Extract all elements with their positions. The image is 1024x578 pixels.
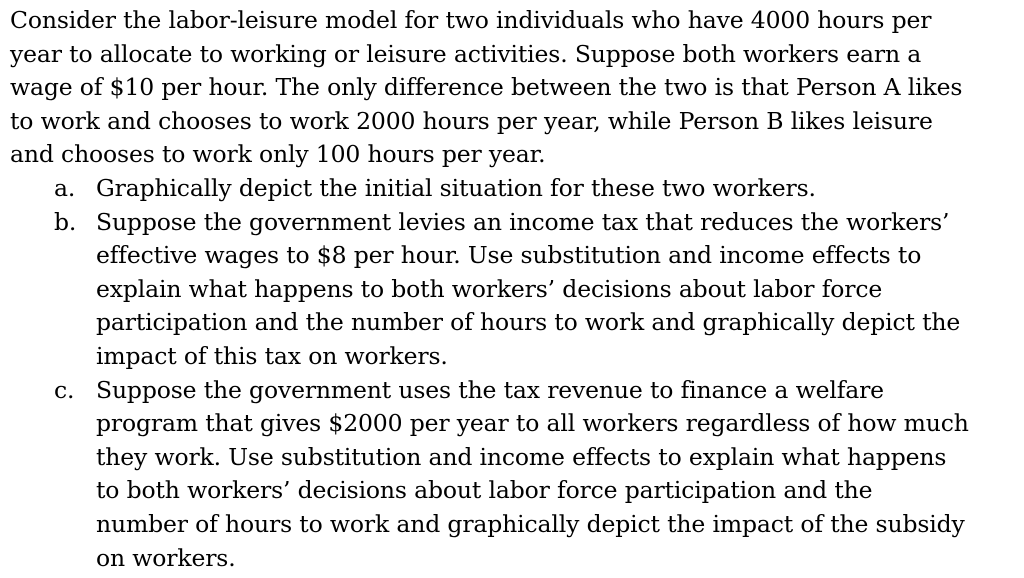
part-line: number of hours to work and graphically depict the impact of the subsidy (96, 509, 965, 538)
question-part-c (10, 374, 1018, 576)
part-line: Suppose the government uses the tax revenue to finance a welfare (96, 375, 884, 404)
intro-line: to work and chooses to work 2000 hours per year, while Person B likes leisure (10, 106, 933, 135)
intro-line: wage of $10 per hour. The only difference between the two is that Person A likes (10, 73, 963, 102)
part-line: effective wages to $8 per hour. Use substitution and income effects to (96, 241, 922, 270)
part-marker: b. (54, 207, 77, 236)
part-line: to both workers’ decisions about labor force participation and the (96, 476, 873, 505)
document-body (10, 4, 1018, 575)
part-line: Suppose the government levies an income tax that reduces the workers’ (96, 207, 950, 236)
part-line: participation and the number of hours to work and graphically depict the (96, 308, 961, 337)
part-line: on workers. (96, 543, 236, 572)
part-marker: c. (54, 375, 75, 404)
part-line: program that gives $2000 per year to all workers regardless of how much (96, 409, 969, 438)
part-marker: a. (54, 173, 76, 202)
part-line: they work. Use substitution and income effects to explain what happens (96, 442, 947, 471)
problem-intro (10, 4, 1018, 172)
intro-line: year to allocate to working or leisure activities. Suppose both workers earn a (10, 39, 922, 68)
intro-line: and chooses to work only 100 hours per year. (10, 140, 546, 169)
question-parts-list (10, 172, 1018, 575)
part-line: explain what happens to both workers’ decisions about labor force (96, 274, 883, 303)
question-part-a (10, 172, 1018, 206)
part-line: Graphically depict the initial situation for these two workers. (96, 173, 816, 202)
intro-line: Consider the labor-leisure model for two individuals who have 4000 hours per (10, 6, 932, 34)
question-part-b (10, 206, 1018, 374)
part-line: impact of this tax on workers. (96, 341, 448, 370)
